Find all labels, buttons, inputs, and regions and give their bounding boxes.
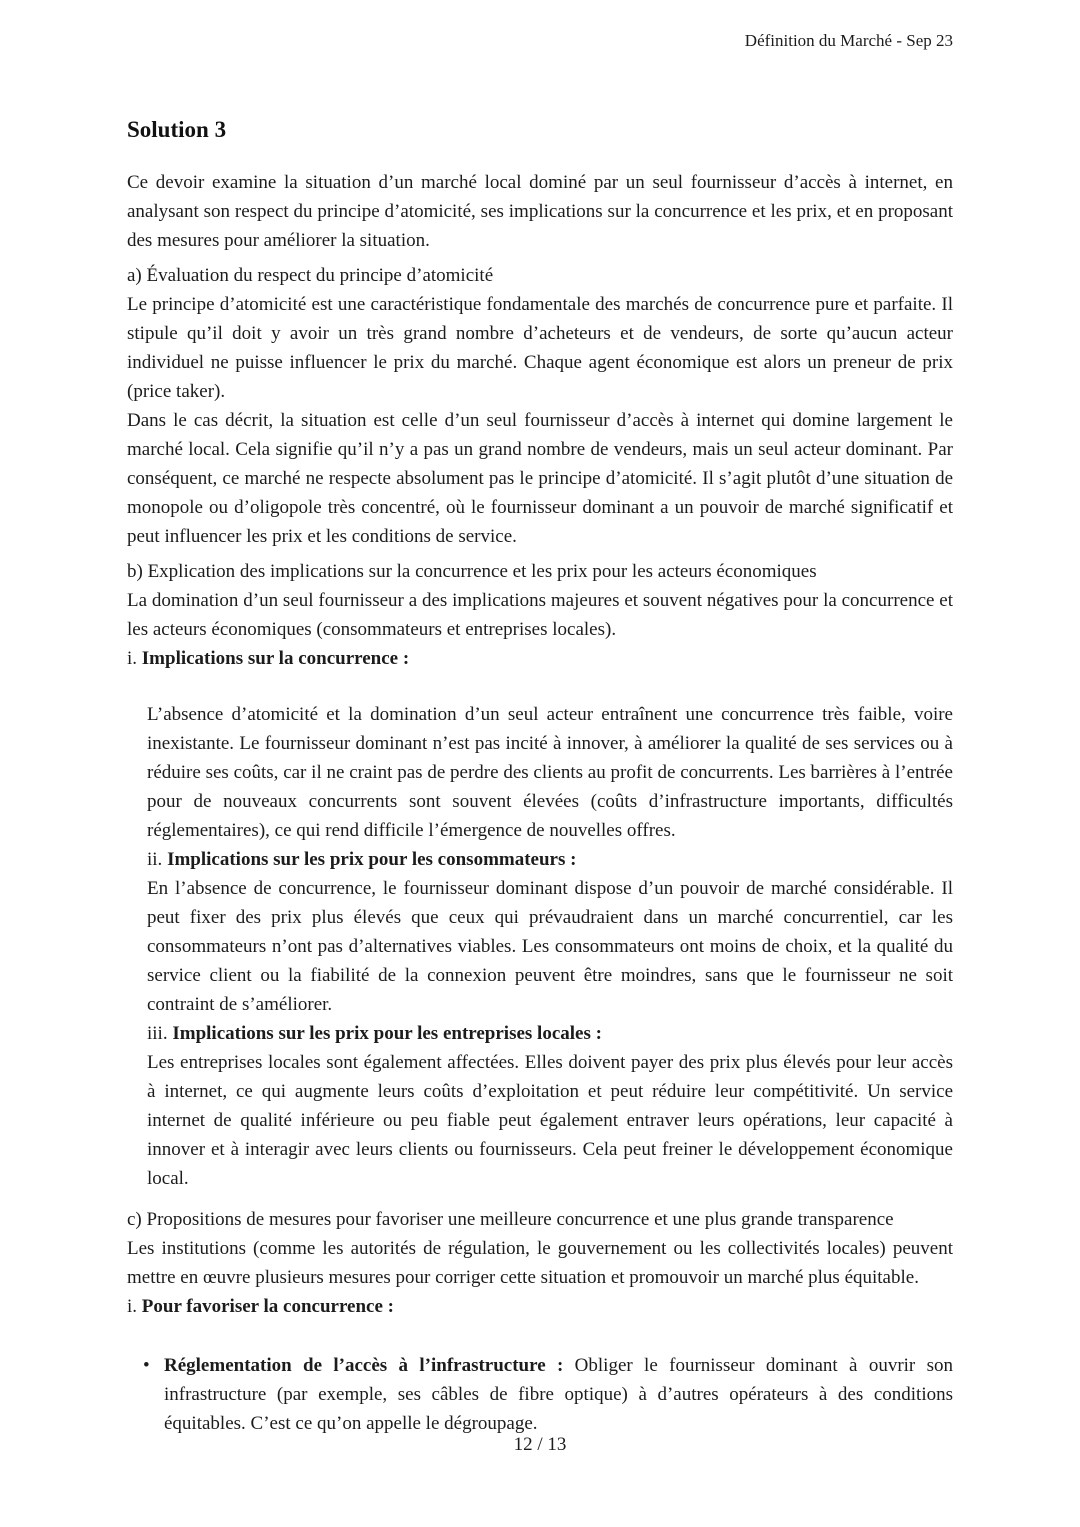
bullet-item-reglementation bbox=[143, 1351, 953, 1438]
section-a-paragraph-1: Le principe d’atomicité est une caractéristique fondamentale des marchés de concurrence pure et parfaite. Il stipule qu’il doit y avoir un très grand nombre d’acheteurs et de vendeurs, de sorte qu’aucun acteur individuel ne puisse influencer le prix du marché. Chaque agent économique est alors un preneur de prix (price taker). bbox=[127, 294, 953, 402]
item-ii-prix-consommateurs bbox=[147, 845, 953, 874]
section-b-detail-block bbox=[147, 700, 953, 1193]
item-ii-label: Implications sur les prix pour les consommateurs : bbox=[167, 849, 577, 870]
page-title: Solution 3 bbox=[127, 117, 227, 142]
item-i-prefix: i. bbox=[127, 648, 138, 669]
item-iii-prefix: iii. bbox=[147, 1023, 168, 1044]
section-c-paragraph-1: Les institutions (comme les autorités de régulation, le gouvernement ou les collectivités locales) peuvent mettre en œuvre plusieurs mesures pour corriger cette situation et promouvoir un marché plus équitable. bbox=[127, 1238, 953, 1288]
bullet-bold-lead: Réglementation de l’accès à l’infrastructure : bbox=[164, 1355, 564, 1376]
bullet-icon: • bbox=[143, 1355, 150, 1376]
item-iii-prix-entreprises bbox=[147, 1019, 953, 1048]
section-a-paragraph-2: Dans le cas décrit, la situation est celle d’un seul fournisseur d’accès à internet qui domine largement le marché local. Cela signifie qu’il n’y a pas un grand nombre de vendeurs, mais un seul acteur dominant. Par conséquent, ce marché ne respecte absolument pas le principe d’atomicité. Il s’agit plutôt d’une situation de monopole ou d’oligopole très concentré, où le fournisseur dominant a un pouvoir de marché significatif et peut influencer les prix et les conditions de service. bbox=[127, 410, 953, 547]
item-i-c-label: Pour favoriser la concurrence : bbox=[141, 1296, 394, 1317]
paragraph-prix-entreprises: Les entreprises locales sont également affectées. Elles doivent payer des prix plus élevés pour leur accès à internet, ce qui augmente leurs coûts d’exploitation et peut réduire leur compétitivité. Un service internet de qualité inférieure ou peu fiable peut également entraver leurs opérations, leur capacité à innover et à interagir avec leurs clients ou fournisseurs. Cela peut freiner le développement économique local. bbox=[147, 1052, 953, 1189]
section-b-heading: b) Explication des implications sur la concurrence et les prix pour les acteurs économiques bbox=[127, 561, 817, 582]
intro-paragraph: Ce devoir examine la situation d’un marché local dominé par un seul fournisseur d’accès à internet, en analysant son respect du principe d’atomicité, ses implications sur la concurrence et les prix, et en proposant des mesures pour améliorer la situation. bbox=[127, 172, 953, 251]
item-i-implications-concurrence bbox=[127, 644, 953, 673]
item-i-c-prefix: i. bbox=[127, 1296, 138, 1317]
item-i-label: Implications sur la concurrence : bbox=[141, 648, 410, 669]
section-b-paragraph-1: La domination d’un seul fournisseur a des implications majeures et souvent négatives pour la concurrence et les acteurs économiques (consommateurs et entreprises locales). bbox=[127, 590, 953, 640]
section-c-heading: c) Propositions de mesures pour favoriser une meilleure concurrence et une plus grande transparence bbox=[127, 1209, 894, 1230]
section-a bbox=[127, 261, 953, 551]
item-iii-label: Implications sur les prix pour les entreprises locales : bbox=[172, 1023, 602, 1044]
page-number: 12 / 13 bbox=[513, 1434, 567, 1455]
section-c bbox=[127, 1205, 953, 1438]
item-ii-prefix: ii. bbox=[147, 849, 163, 870]
section-a-heading: a) Évaluation du respect du principe d’atomicité bbox=[127, 265, 494, 286]
paragraph-implications-concurrence: L’absence d’atomicité et la domination d’un seul acteur entraînent une concurrence très faible, voire inexistante. Le fournisseur dominant n’est pas incité à innover, à améliorer la qualité de ses services ou à réduire ses coûts, car il ne craint pas de perdre des clients au profit de concurrents. Les barrières à l’entrée pour de nouveaux concurrents sont souvent élevées (coûts d’infrastructure importants, difficultés réglementaires), ce qui rend difficile l’émergence de nouvelles offres. bbox=[147, 704, 953, 841]
running-header: Définition du Marché - Sep 23 bbox=[744, 31, 953, 50]
section-b bbox=[127, 557, 953, 1193]
bullet-text: Obliger le fournisseur dominant à ouvrir son infrastructure (par exemple, ses câbles de fibre optique) à d’autres opérateurs à des conditions équitables. C’est ce qu’on appelle le dégroupage. bbox=[164, 1355, 953, 1434]
item-i-favoriser-concurrence bbox=[127, 1292, 953, 1321]
paragraph-prix-consommateurs: En l’absence de concurrence, le fournisseur dominant dispose d’un pouvoir de marché considérable. Il peut fixer des prix plus élevés que ceux qui prévaudraient dans un marché concurrentiel, car les consommateurs n’ont pas d’alternatives viables. Les consommateurs ont moins de choix, et la qualité du service client ou la fiabilité de la connexion peuvent être moindres, sans que le fournisseur ne soit contraint de s’améliorer. bbox=[147, 878, 953, 1015]
